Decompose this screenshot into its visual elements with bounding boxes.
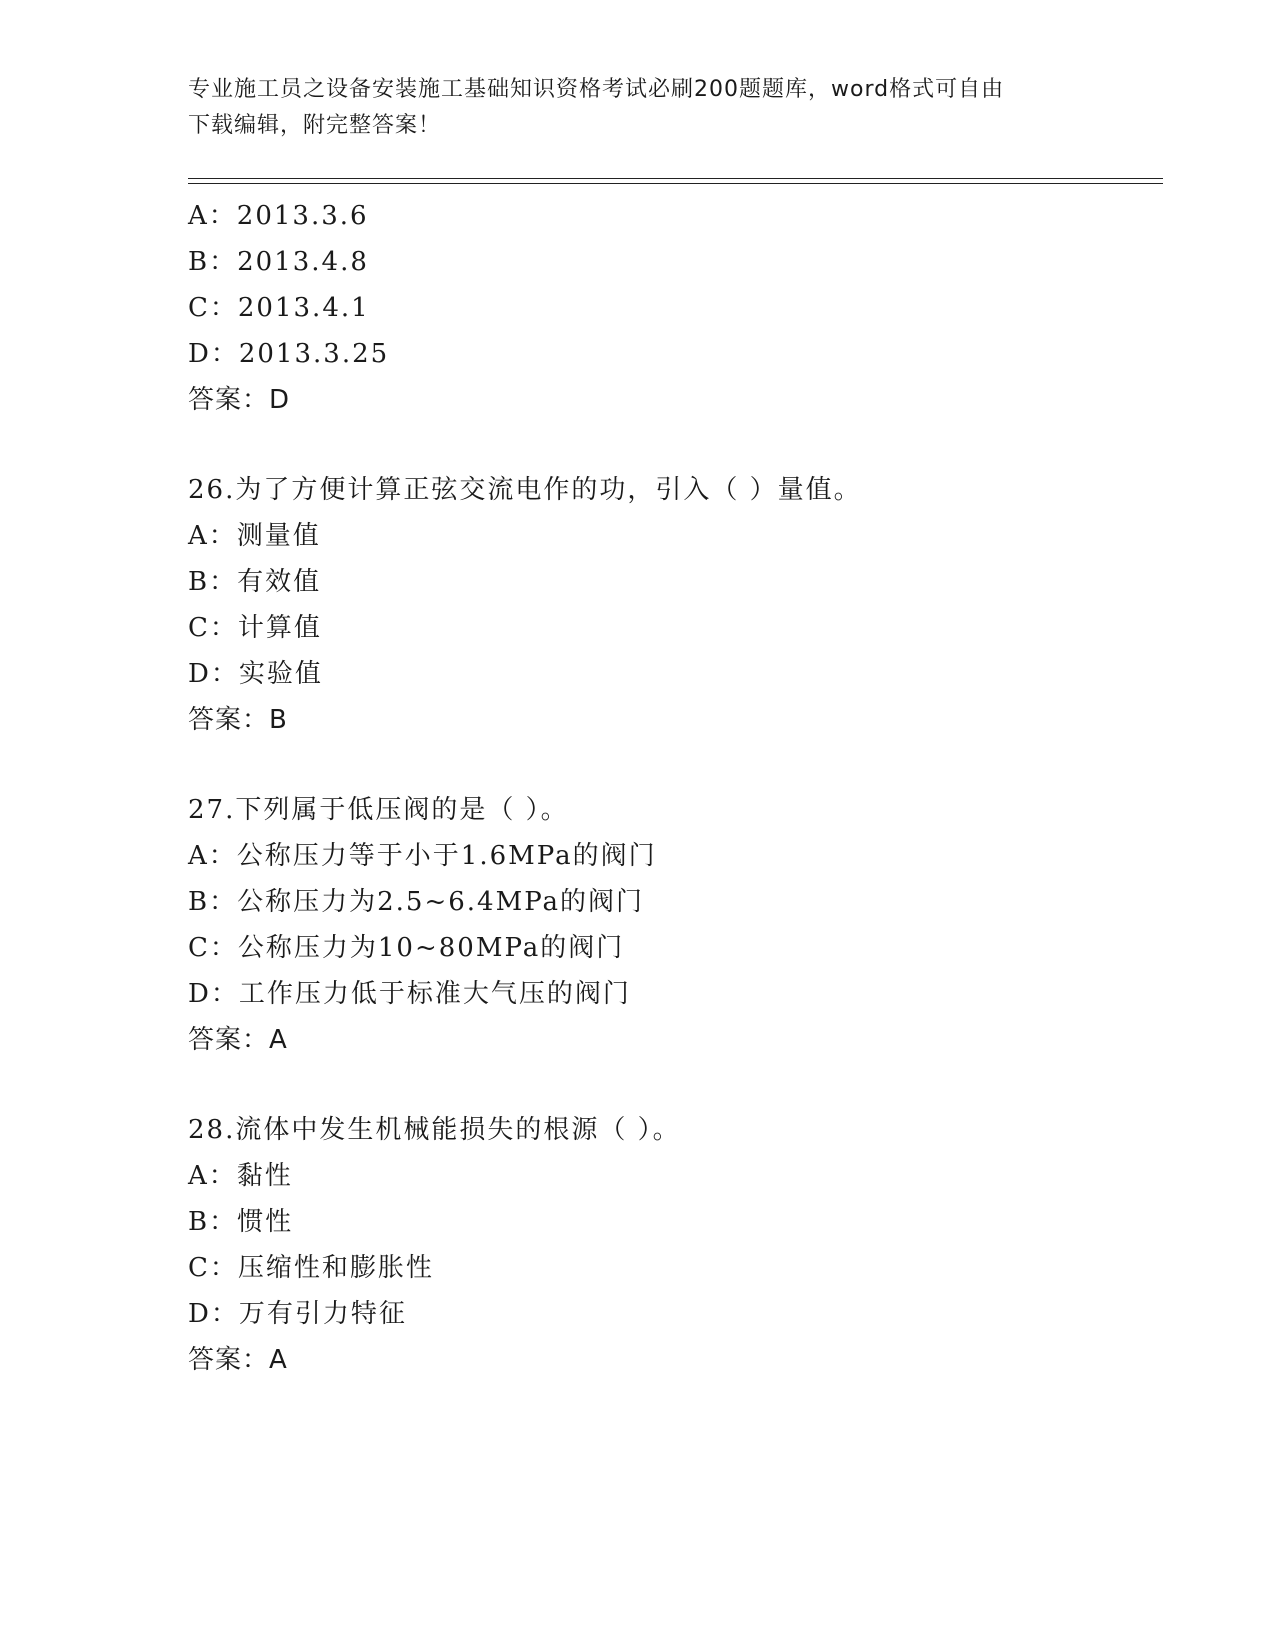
spacer — [188, 423, 1148, 467]
option-d: D：工作压力低于标准大气压的阀门 — [188, 979, 631, 1009]
question-text: 27.下列属于低压阀的是（ ）。 — [188, 795, 569, 825]
question-block-27 — [188, 787, 1148, 1063]
option-d: D：万有引力特征 — [188, 1299, 407, 1329]
header-line-2: 下载编辑，附完整答案！ — [188, 113, 442, 138]
option-a: A：黏性 — [188, 1161, 293, 1191]
question-block-25 — [188, 193, 1148, 423]
question-list — [188, 193, 1148, 1383]
question-text: 26.为了方便计算正弦交流电作的功，引入（ ）量值。 — [188, 475, 862, 505]
question-block-28 — [188, 1107, 1148, 1383]
option-b: B：有效值 — [188, 567, 322, 597]
spacer — [188, 743, 1148, 787]
option-d: D：2013.3.25 — [188, 339, 390, 369]
option-c: C：2013.4.1 — [188, 293, 370, 323]
option-c: C：计算值 — [188, 613, 322, 643]
option-b: B：公称压力为2.5~6.4MPa的阀门 — [188, 887, 645, 917]
document-header — [188, 72, 1088, 144]
spacer — [188, 1063, 1148, 1107]
option-a: A：2013.3.6 — [188, 201, 369, 231]
option-a: A：公称压力等于小于1.6MPa的阀门 — [188, 841, 657, 871]
question-text: 28.流体中发生机械能损失的根源（ ）。 — [188, 1115, 681, 1145]
header-divider-bottom — [188, 183, 1163, 184]
option-a: A：测量值 — [188, 521, 321, 551]
answer: 答案：A — [188, 1025, 288, 1055]
option-c: C：公称压力为10~80MPa的阀门 — [188, 933, 625, 963]
answer: 答案：A — [188, 1345, 288, 1375]
option-c: C：压缩性和膨胀性 — [188, 1253, 434, 1283]
answer: 答案：D — [188, 385, 291, 415]
header-divider-top — [188, 178, 1163, 179]
header-line-1: 专业施工员之设备安装施工基础知识资格考试必刷200题题库，word格式可自由 — [188, 77, 1005, 102]
option-b: B：惯性 — [188, 1207, 294, 1237]
question-block-26 — [188, 467, 1148, 743]
option-d: D：实验值 — [188, 659, 323, 689]
answer: 答案：B — [188, 705, 288, 735]
option-b: B：2013.4.8 — [188, 247, 369, 277]
